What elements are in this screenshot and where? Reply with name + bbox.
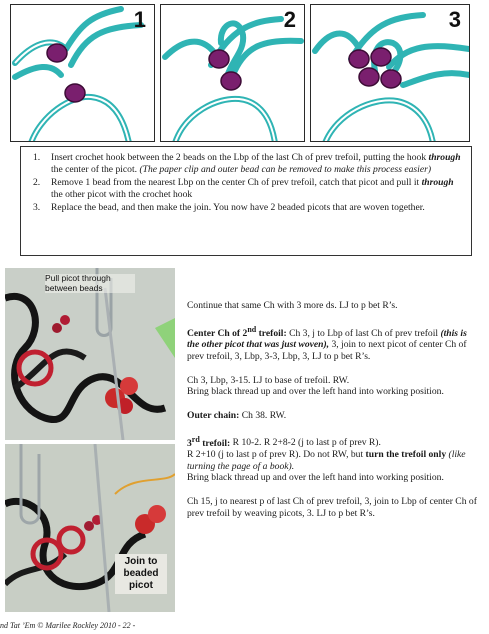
step-note: (The paper clip and outer bead can be removed to make this process easier) [139,163,432,175]
steps-list [29,152,463,214]
heading-third-trefoil-sup: rd [191,434,200,444]
step-item-2 [29,177,463,200]
step-text-cont: the other picot with the crochet hook [51,188,193,200]
photo-pull-picot [5,268,175,440]
text-center-chain-b: 3, join to next picot of center Ch of prev trefoil, 3, Lbp, 3-3, Lbp, 3, LJ to p bet R’s. [187,339,467,362]
text-continue-chain: Continue that same Ch with 3 more ds. LJ to p bet R’s. [187,300,398,311]
text-outer-chain: Ch 38. RW. [239,409,287,421]
heading-third-trefoil-text: 3 [187,437,192,449]
heading-third-trefoil [187,434,231,449]
heading-outer-chain: Outer chain: [187,409,240,421]
panel-number-2: 2 [283,7,296,32]
photo-1-illustration [5,268,175,440]
diagram-strip [10,4,478,144]
heading-center-chain-text2: trefoil: [256,327,287,339]
diagram-panel-3 [310,4,470,142]
text-third-trefoil-a: R 10-2. R 2+8-2 (j to last p of prev R). [230,437,381,449]
paragraph-chain-base [187,375,477,398]
paragraph-center-chain [187,324,477,363]
text-center-chain-a: Ch 3, j to Lbp of last Ch of prev trefoil [286,327,441,339]
heading-center-chain [187,324,287,339]
text-third-trefoil-b: R 2+10 (j to last p of prev R). Do not RW, but [187,449,366,461]
note-woven-picot: (this is the other picot that was just woven), [187,327,467,351]
photo-caption-pull-picot: Pull picot through between beads [45,274,135,293]
diagram-3-illustration [311,5,470,142]
paragraph-continue-chain [187,300,477,312]
text-final-chain: Ch 15, j to nearest p of last Ch of prev trefoil, 3, join to Lbp of center Ch of prev trefoil by weaving picots, 3. LJ to p bet R’s. [187,495,477,519]
paragraph-final-chain [187,496,477,519]
step-emphasis: through [421,177,454,189]
instruction-steps-box [20,146,472,256]
step-text-cont: the center of the picot. [51,163,140,175]
step-text: Insert crochet hook between the 2 beads on the Lbp of the last Ch of prev trefoil, putting the hook [51,152,429,163]
step-item-3 [29,202,463,214]
note-turn-page: (like turning the page of a book). [187,449,466,472]
page-footer: nd Tat ’Em © Marilee Rockley 2010 - 22 - [0,621,136,630]
photo-join-picot [5,444,175,612]
paragraph-outer-chain [187,410,477,422]
step-emphasis: through [428,152,461,163]
step-text: Replace the bead, and then make the join. You now have 2 beaded picots that are woven together. [51,202,425,214]
step-number: 1. [33,152,41,163]
heading-third-trefoil-text2: trefoil: [199,437,231,449]
text-turn-trefoil: turn the trefoil only [365,449,447,461]
diagram-panel-1 [10,4,155,142]
step-item-1 [29,152,463,175]
step-text: Remove 1 bead from the nearest Lbp on the center Ch of prev trefoil, catch that picot and pull it [51,177,422,189]
panel-number-1: 1 [133,7,146,32]
text-bring-thread-2: Bring black thread up and over the left hand into working position. [187,472,444,484]
heading-center-chain-text: Center Ch of 2 [187,327,248,339]
photo-caption-join-picot: Join to beaded picot [115,554,167,594]
text-bring-thread: Bring black thread up and over the left hand into working position. [187,386,444,398]
heading-center-chain-sup: nd [247,324,257,334]
step-number: 2. [33,177,41,189]
panel-number-3: 3 [448,7,461,32]
text-chain-base: Ch 3, Lbp, 3-15. LJ to base of trefoil. RW. [187,374,350,386]
pattern-text-column [187,300,477,531]
diagram-panel-2 [160,4,305,142]
paragraph-third-trefoil [187,433,477,484]
step-number: 3. [33,202,41,214]
